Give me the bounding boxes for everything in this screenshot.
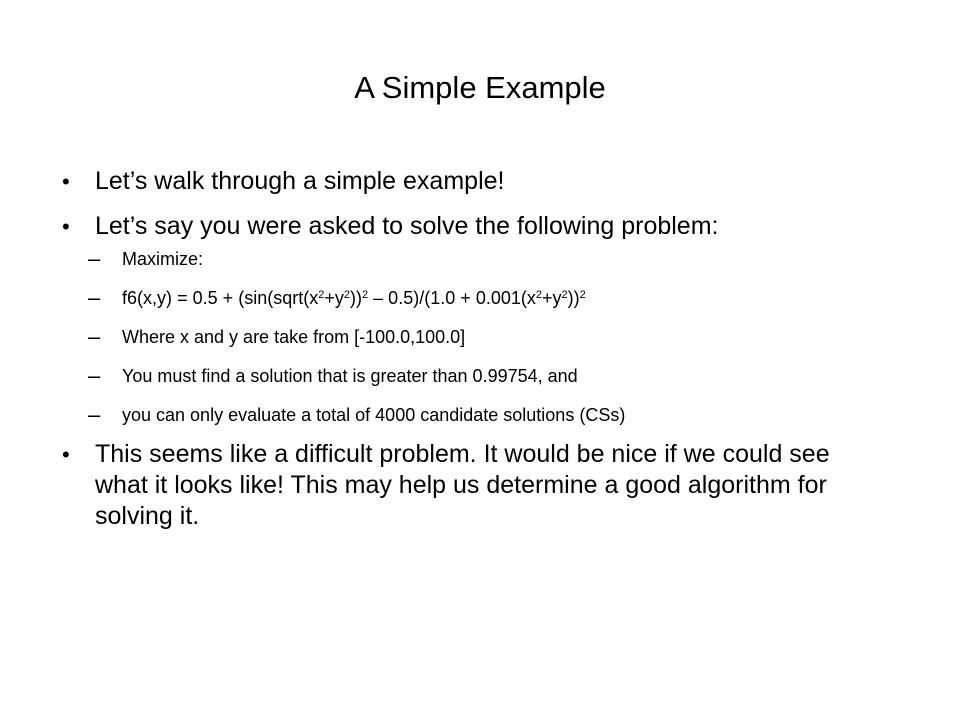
sub-bullet-text: You must find a solution that is greater than 0.99754, and bbox=[122, 366, 578, 386]
dash-marker: – bbox=[88, 285, 101, 310]
superscript-exponent: 2 bbox=[579, 289, 586, 301]
sub-bullet-item bbox=[88, 326, 882, 348]
sub-bullet-item bbox=[88, 404, 882, 426]
sub-bullet-text: Where x and y are take from [-100.0,100.0] bbox=[122, 327, 466, 347]
sub-bullet-text: Maximize: bbox=[122, 249, 204, 269]
superscript-exponent: 2 bbox=[561, 289, 568, 301]
bullet-text: This seems like a difficult problem. It would be nice if we could see what it looks like! This may help us determine a good algorithm for solving it. bbox=[95, 440, 830, 530]
sub-bullet-list bbox=[88, 248, 882, 426]
bullet-marker: • bbox=[62, 214, 70, 239]
bullet-item bbox=[62, 439, 882, 532]
superscript-exponent: 2 bbox=[343, 289, 350, 301]
sub-bullet-item bbox=[88, 365, 882, 387]
bullet-list bbox=[62, 166, 882, 546]
slide-title: A Simple Example bbox=[354, 70, 606, 105]
bullet-marker: • bbox=[62, 169, 70, 194]
dash-marker: – bbox=[88, 246, 101, 271]
sub-bullet-item bbox=[88, 248, 882, 270]
sub-bullet-item bbox=[88, 287, 882, 309]
superscript-exponent: 2 bbox=[362, 289, 369, 301]
bullet-text: Let’s walk through a simple example! bbox=[95, 167, 505, 195]
dash-marker: – bbox=[88, 324, 101, 349]
dash-marker: – bbox=[88, 363, 101, 388]
superscript-exponent: 2 bbox=[535, 289, 543, 301]
bullet-item bbox=[62, 166, 882, 197]
bullet-marker: • bbox=[62, 442, 70, 467]
formula-text: $f6(x,y) = 0.5 + (\sin(sqrt(x^2+y^2))^2 - 0.5)/(1.0 + 0.001(x^2+y^2))^2$ bbox=[122, 288, 586, 308]
bullet-item bbox=[62, 211, 882, 426]
bullet-text: Let’s say you were asked to solve the following problem: bbox=[95, 212, 719, 240]
sub-bullet-text: you can only evaluate a total of 4000 candidate solutions (CSs) bbox=[122, 405, 626, 425]
superscript-exponent: 2 bbox=[318, 289, 325, 301]
dash-marker: – bbox=[88, 402, 101, 427]
